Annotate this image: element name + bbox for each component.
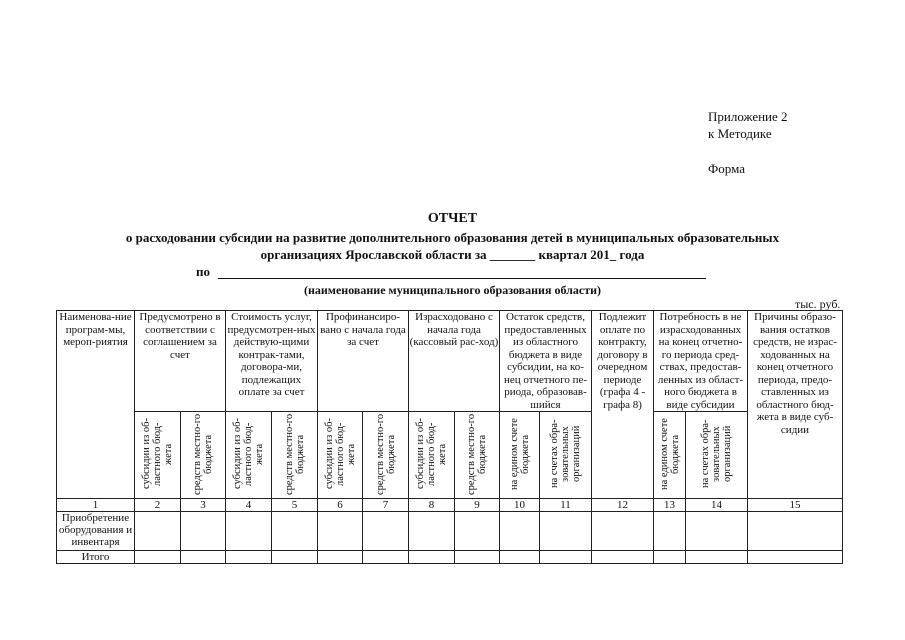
column-number: 13 bbox=[654, 499, 686, 512]
subheader-2: субсидии из об-ластного бюд-жета bbox=[135, 412, 181, 499]
column-number: 10 bbox=[500, 499, 540, 512]
header-spent: Израсходовано с начала года (кассовый рас-ход) bbox=[409, 311, 500, 412]
row-label-total: Итого bbox=[57, 551, 135, 564]
table-cell bbox=[686, 551, 748, 564]
table-cell bbox=[272, 512, 318, 551]
table-cell bbox=[135, 551, 181, 564]
appendix-reference bbox=[708, 108, 788, 142]
table-cell bbox=[226, 551, 272, 564]
subheader-7: средств местно-го бюджета bbox=[363, 412, 409, 499]
header-remaining: Остаток средств, предоставленных из областного бюджета в виде субсидии, на ко-нец отчетного пе-риода, образовав-шийся bbox=[500, 311, 592, 412]
column-number: 4 bbox=[226, 499, 272, 512]
table-cell bbox=[654, 512, 686, 551]
header-need: Потребность в не израсходованных на конец отчетно-го периода сред-ствах, предостав-ленных из област-ного бюджета в виде субсидии bbox=[654, 311, 748, 412]
table-cell bbox=[748, 551, 843, 564]
table-cell bbox=[272, 551, 318, 564]
table-cell bbox=[686, 512, 748, 551]
column-number: 11 bbox=[540, 499, 592, 512]
table-cell bbox=[748, 512, 843, 551]
subheader-row bbox=[57, 412, 843, 499]
column-number: 6 bbox=[318, 499, 363, 512]
report-subtitle-line2: организациях Ярославской области за _______ квартал 201_ года bbox=[260, 247, 645, 262]
table-cell bbox=[318, 551, 363, 564]
header-payable: Подлежит оплате по контракту, договору в очередном периоде (графа 4 - графа 8) bbox=[592, 311, 654, 499]
row-label-equipment: Приобретение оборудования и инвентаря bbox=[57, 512, 135, 551]
table-cell bbox=[500, 512, 540, 551]
header-row bbox=[57, 311, 843, 412]
report-title: ОТЧЕТ bbox=[427, 211, 478, 226]
column-number: 8 bbox=[409, 499, 455, 512]
column-number: 7 bbox=[363, 499, 409, 512]
column-number: 9 bbox=[455, 499, 500, 512]
table-cell bbox=[500, 551, 540, 564]
appendix-number: Приложение 2 bbox=[708, 109, 788, 124]
table-cell bbox=[409, 512, 455, 551]
column-number: 5 bbox=[272, 499, 318, 512]
header-reasons: Причины образо-вания остатков средств, не израс-ходованных на конец отчетного периода, предо-ставленных из областного бюд-жета в виде суб-сидии bbox=[748, 311, 843, 499]
table-row bbox=[57, 551, 843, 564]
table-cell bbox=[540, 512, 592, 551]
appendix-methodology: к Методике bbox=[708, 126, 772, 141]
table-cell bbox=[654, 551, 686, 564]
municipality-name-line bbox=[218, 278, 706, 279]
column-number: 3 bbox=[181, 499, 226, 512]
table-cell bbox=[226, 512, 272, 551]
form-label: Форма bbox=[708, 161, 745, 176]
table-cell bbox=[540, 551, 592, 564]
subheader-3: средств местно-го бюджета bbox=[181, 412, 226, 499]
subheader-8: субсидии из об-ластного бюд-жета bbox=[409, 412, 455, 499]
subheader-6: субсидии из об-ластного бюд-жета bbox=[318, 412, 363, 499]
po-label: по bbox=[196, 264, 210, 279]
table-cell bbox=[455, 512, 500, 551]
header-contract-cost: Стоимость услуг, предусмотрен-ных действую-щими контрак-тами, договора-ми, подлежащих оплате за счет bbox=[226, 311, 318, 412]
subheader-4: субсидии из об-ластного бюд-жета bbox=[226, 412, 272, 499]
subheader-9: средств местно-го бюджета bbox=[455, 412, 500, 499]
subheader-14: на счетах обра-зовательных организаций bbox=[686, 412, 748, 499]
column-number: 14 bbox=[686, 499, 748, 512]
column-number: 12 bbox=[592, 499, 654, 512]
table-cell bbox=[363, 512, 409, 551]
table-cell bbox=[592, 512, 654, 551]
table-cell bbox=[181, 551, 226, 564]
header-agreement: Предусмотрено в соответствии с соглашением за счет bbox=[135, 311, 226, 412]
municipality-caption: (наименование муниципального образования области) bbox=[303, 283, 602, 297]
column-number: 2 bbox=[135, 499, 181, 512]
subheader-5: средств местно-го бюджета bbox=[272, 412, 318, 499]
subheader-11: на счетах обра-зовательных организаций bbox=[540, 412, 592, 499]
table-cell bbox=[181, 512, 226, 551]
table-cell bbox=[455, 551, 500, 564]
table-cell bbox=[592, 551, 654, 564]
subheader-10: на едином счете бюджета bbox=[500, 412, 540, 499]
column-number: 15 bbox=[748, 499, 843, 512]
table-cell bbox=[409, 551, 455, 564]
header-financed: Профинансиро-вано с начала года за счет bbox=[318, 311, 409, 412]
column-number: 1 bbox=[57, 499, 135, 512]
report-table bbox=[56, 310, 843, 564]
header-program-name: Наименова-ние програм-мы, мероп-риятия bbox=[57, 311, 135, 499]
units-label: тыс. руб. bbox=[795, 297, 841, 311]
table-row bbox=[57, 512, 843, 551]
subheader-13: на едином счете бюджета bbox=[654, 412, 686, 499]
table-cell bbox=[363, 551, 409, 564]
column-number-row bbox=[57, 499, 843, 512]
report-subtitle-line1: о расходовании субсидии на развитие дополнительного образования детей в муниципальных образовательных bbox=[125, 230, 780, 245]
table-cell bbox=[135, 512, 181, 551]
table-cell bbox=[318, 512, 363, 551]
